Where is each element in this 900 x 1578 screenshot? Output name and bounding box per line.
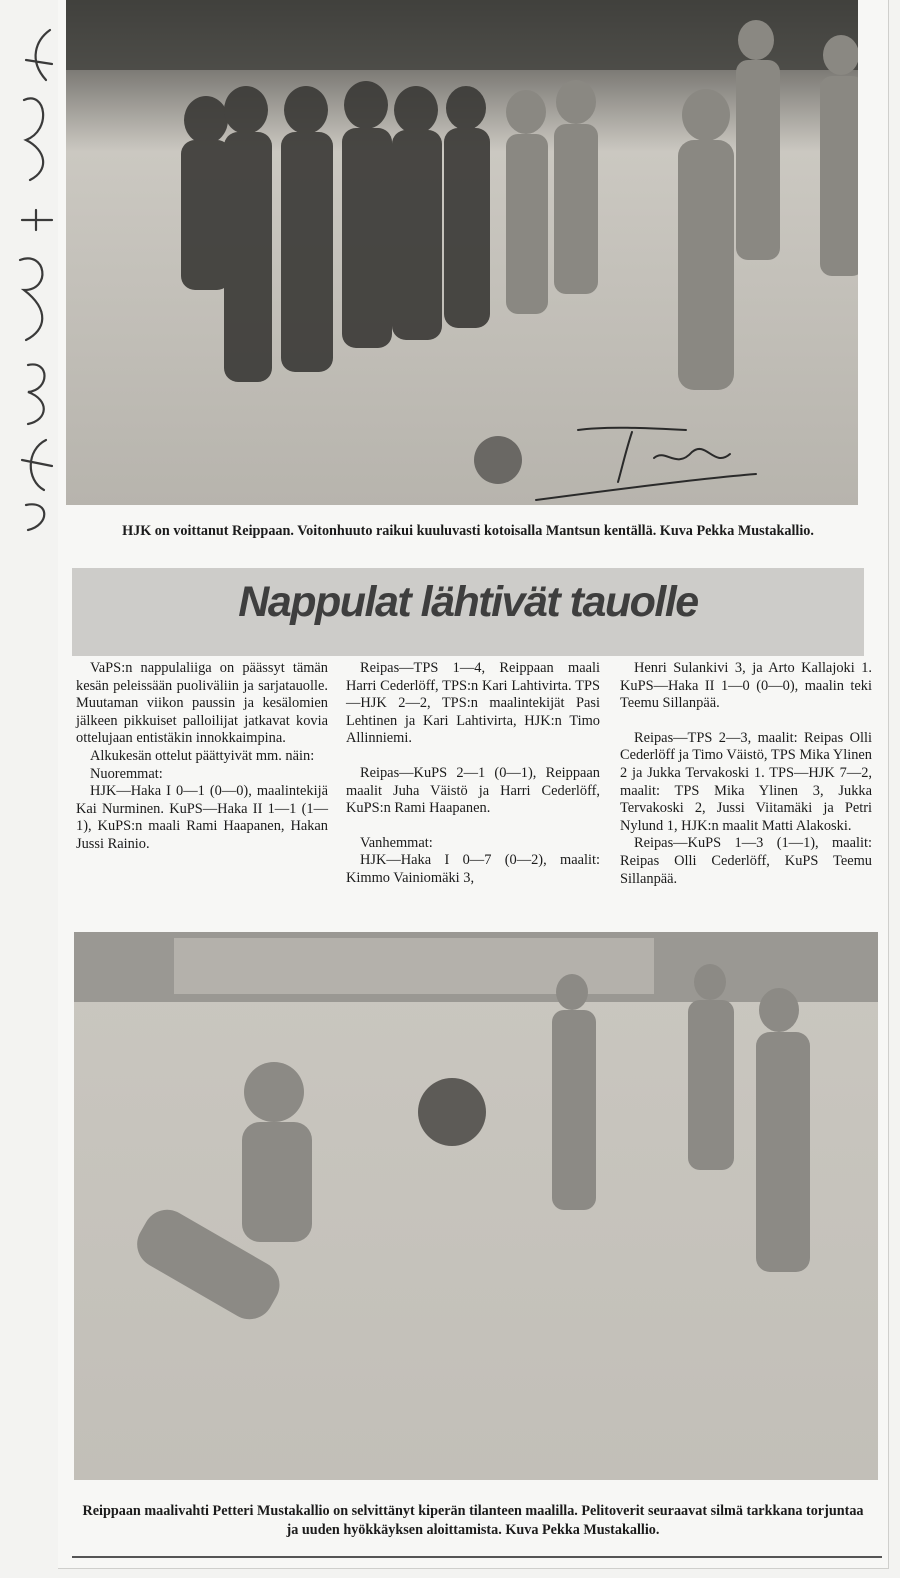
top-photo-caption: HJK on voittanut Reippaan. Voitonhuuto raikui kuuluvasti kotoisalla Mantsun kentällä. Kuva Pekka Mustakallio. [122,523,814,539]
article-paragraph: Alkukesän ottelut päättyivät mm. näin: [90,747,315,764]
article-subheading: Vanhemmat: [360,834,433,851]
article-column-3 [620,660,872,888]
article-paragraph: Reipas—KuPS 2—1 (0—1), Reippaan maalit Juha Väistö ja Harri Cederlöff, KuPS:n Rami Haapanen. [346,764,600,817]
article-paragraph: Reipas—KuPS 1—3 (1—1), maalit: Reipas Olli Cederlöff, KuPS Teemu Sillanpää. [620,835,872,887]
article-paragraph: HJK—Haka I 0—7 (0—2), maalit: Kimmo Vainiomäki 3, [346,852,600,886]
article-headline: Nappulat lähtivät tauolle [238,578,698,626]
handwritten-margin-note [6,20,60,540]
photo-signature [66,0,858,505]
handwriting-drawing [6,20,60,540]
article-column-2 [346,660,600,888]
article-paragraph: Reipas—TPS 1—4, Reippaan maali Harri Cederlöff, TPS:n Kari Lahtivirta. TPS—HJK 2—2, TPS:n maalintekijät Pasi Lehtinen ja Kari Lahtivirta, HJK:n Timo Allinniemi. [346,660,600,747]
photo-illustration [74,932,878,1480]
bottom-photo-caption: Reippaan maalivahti Petteri Mustakallio on selvittänyt kiperän tilanteen maalilla. Pelitoverit seuraavat silmä tarkkana torjuntaa ja uuden hyökkäyksen aloittamista. Kuva Pekka Mustakallio. [82,1503,864,1538]
team-celebration-photo [66,0,858,505]
article-column-1 [76,660,328,854]
article-paragraph: Reipas—TPS 2—3, maalit: Reipas Olli Cederlöff ja Timo Väistö, TPS Mika Ylinen 2 ja Jukka Tervakoski 1. TPS—HJK 7—2, maalit: TPS Mika Ylinen 3, Jukka Tervakoski 2, Jussi Viitamäki ja Petri Nylund 1, HJK:n maalit Matti Alakoski. [620,729,872,834]
divider [72,1556,882,1558]
goalkeeper-photo [74,932,878,1480]
article-subheading: Nuoremmat: [90,765,163,782]
article-paragraph: Henri Sulankivi 3, ja Arto Kallajoki 1. KuPS—Haka II 1—0 (0—0), maalin teki Teemu Sillanpää. [620,660,872,712]
article-paragraph: VaPS:n nappulaliiga on päässyt tämän kesän peleissään puoliväliin ja sarjatauolle. Muutaman viikon paussin ja kesälomien jälkeen pikkuiset palloilijat jatkavat kovia ottelujaan entistäkin innokkaimpina. [76,660,328,747]
article-paragraph: HJK—Haka I 0—1 (0—0), maalintekijä Kai Nurminen. KuPS—Haka II 1—1 (1—1), KuPS:n maali Rami Haapanen, Hakan Jussi Rainio. [76,783,328,852]
